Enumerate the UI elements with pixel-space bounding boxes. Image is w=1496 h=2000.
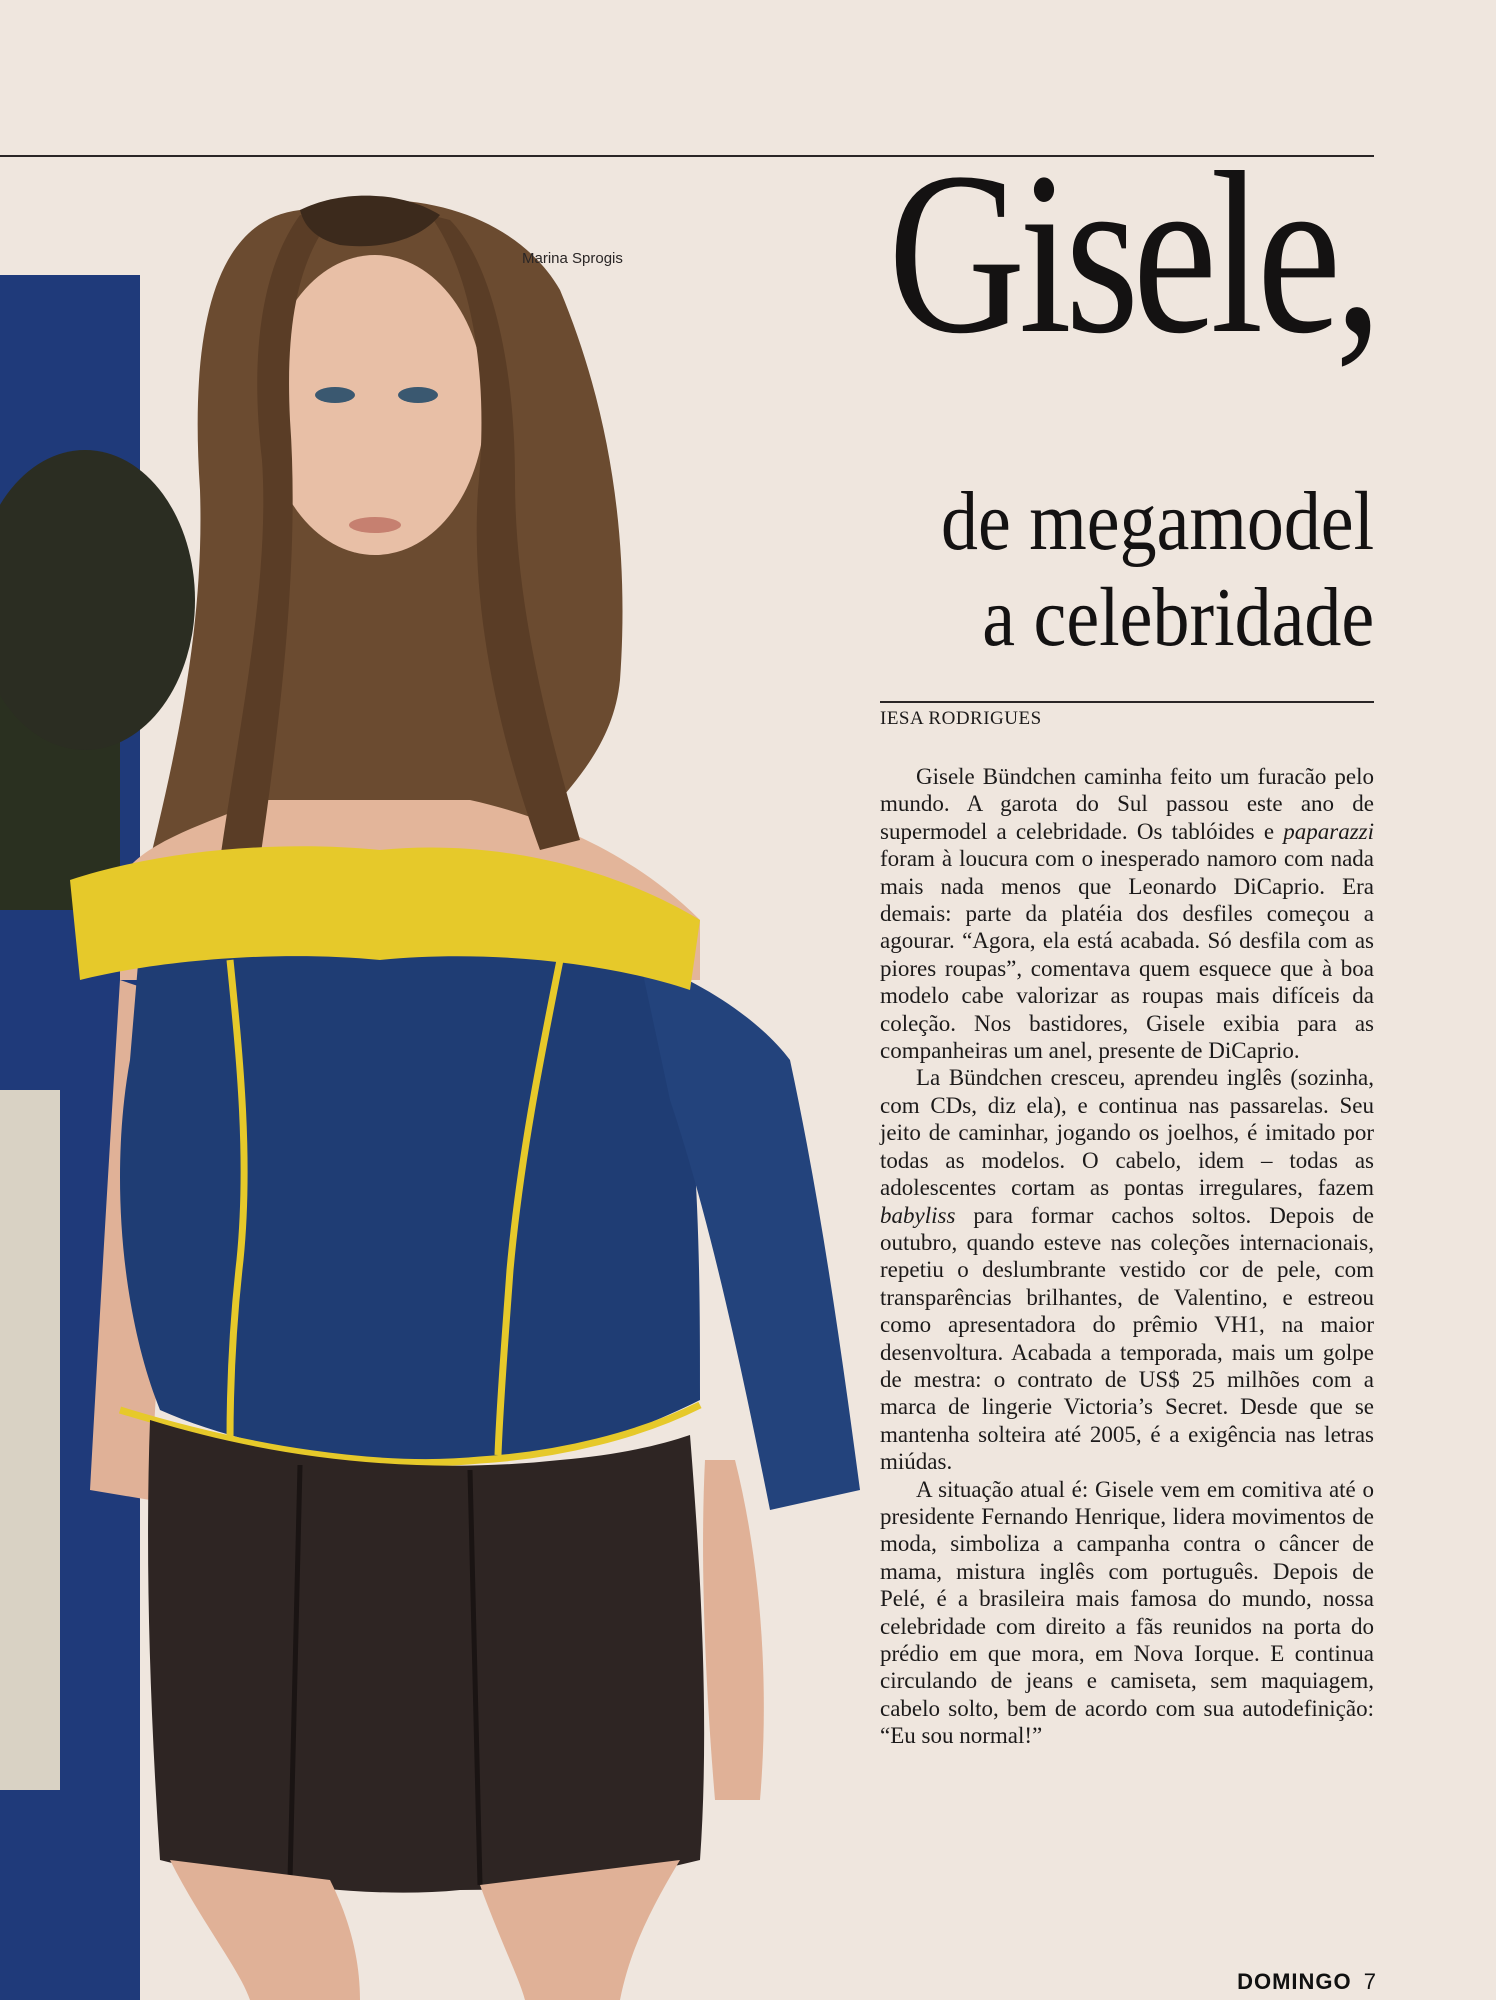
italic-term: babyliss <box>880 1202 956 1228</box>
text-run: A situação atual é: Gisele vem em comitiva até o presidente Fernando Henrique, lidera movimentos de moda, simboliza a campanha contra o câncer de mama, mistura inglês com português. Depois de Pelé, é a brasileira mais famosa do mundo, nossa celebridade com direito a fãs reunidos na porta do prédio em que mora, em Nova Iorque. E continua circulando de jeans e camiseta, sem maquiagem, cabelo solto, bem de acordo com sua autodefinição: “Eu sou normal!” <box>880 1476 1374 1749</box>
byline: IESA RODRIGUES <box>880 708 1042 729</box>
text-run: La Bündchen cresceu, aprendeu inglês (sozinha, com CDs, diz ela), e continua nas passarelas. Seu jeito de caminhar, jogando os joelhos, é imitado por todas as modelos. O cabelo, idem – todas as adolescentes cortam as pontas irregulares, fazem <box>880 1065 1374 1201</box>
subtitle-line-1: de megamodel <box>940 475 1374 568</box>
page-footer <box>1237 1969 1376 1995</box>
italic-term: paparazzi <box>1283 818 1374 844</box>
photo-credit: Marina Sprogis <box>522 250 623 267</box>
page-number: 7 <box>1363 1969 1376 1994</box>
article-body <box>880 763 1374 1750</box>
headline-title: Gisele, <box>888 125 1376 382</box>
subtitle-line-2: a celebridade <box>982 571 1374 664</box>
text-run: Gisele Bündchen caminha feito um furacão pelo mundo. A garota do Sul passou este ano de supermodel a celebridade. Os tablóides e <box>880 764 1374 844</box>
model-photo <box>0 160 870 2000</box>
text-run: para formar cachos soltos. Depois de outubro, quando esteve nas coleções internacionais, repetiu o deslumbrante vestido cor de pele, com transparências brilhantes, de Valentino, e estreou como apresentadora do prêmio VH1, na maior desenvoltura. Acabada a temporada, mais um golpe de mestra: o contrato de US$ 25 milhões com a marca de lingerie Victoria’s Secret. Desde que se mantenha solteira até 2005, é a exigência nas letras miúdas. <box>880 1202 1374 1475</box>
article-paragraph <box>880 1476 1374 1750</box>
text-run: foram à loucura com o inesperado namoro com nada mais nada menos que Leonardo DiCaprio. Era demais: parte da platéia dos desfiles começou a agourar. “Agora, ela está acabada. Só desfila com as piores roupas”, comentava quem esquece que à boa modelo cabe valorizar as roupas mais difíceis da coleção. Nos bastidores, Gisele exibia para as companheiras um anel, presente de DiCaprio. <box>880 846 1374 1064</box>
article-paragraph <box>880 1064 1374 1475</box>
magazine-name: DOMINGO <box>1237 1969 1352 1994</box>
headline-subtitle <box>941 474 1374 666</box>
byline-rule <box>880 701 1374 703</box>
article-paragraph <box>880 763 1374 1064</box>
